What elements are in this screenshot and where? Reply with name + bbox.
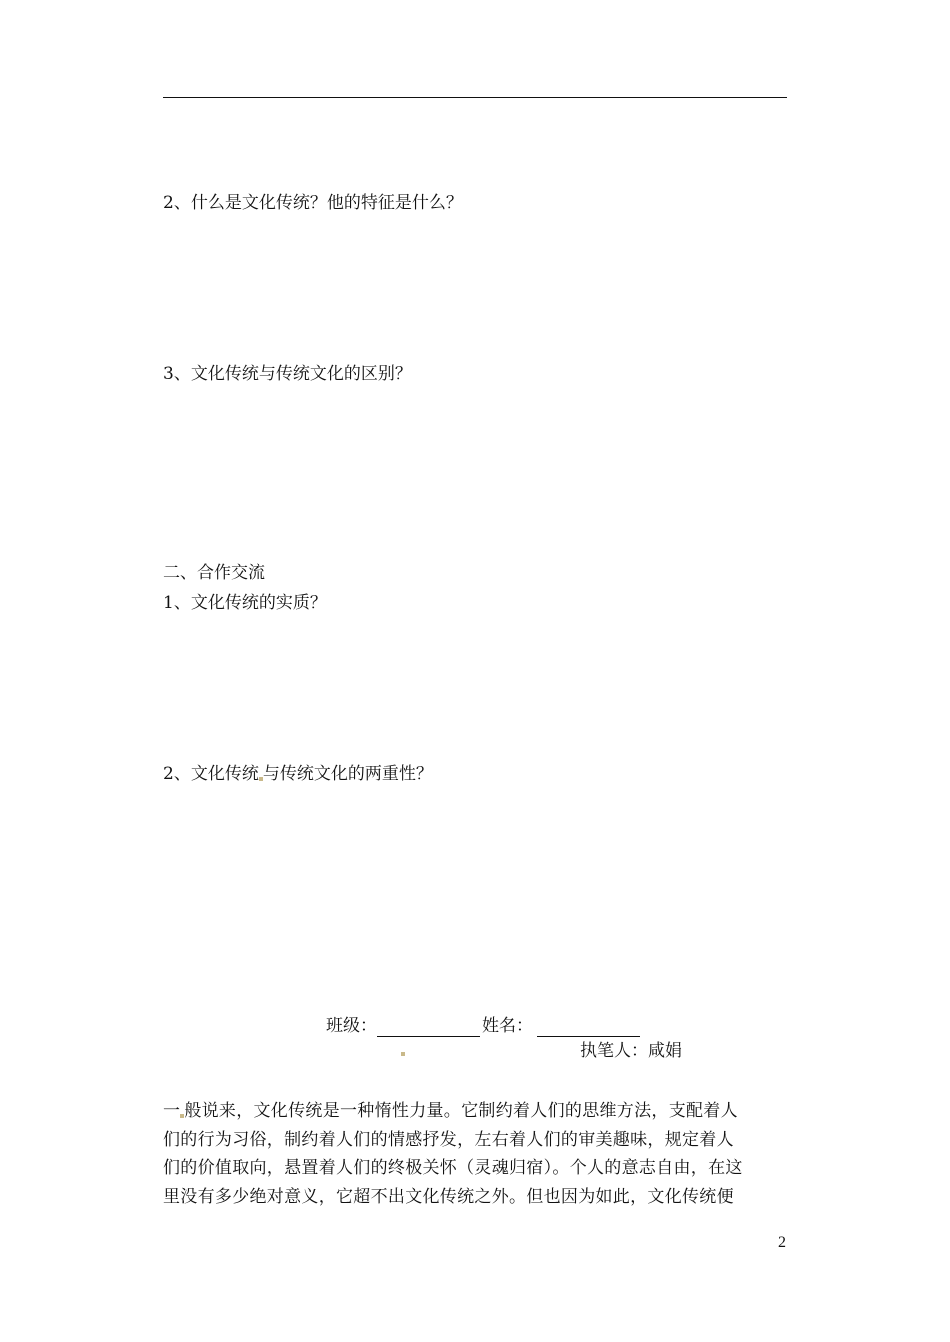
passage-line: 里没有多少绝对意义，它超不出文化传统之外。但也因为如此，文化传统便 — [163, 1186, 734, 1207]
passage-line: 们的行为习俗，制约着人们的情感抒发，左右着人们的审美趣味，规定着人 — [163, 1129, 734, 1150]
passage-line: 们的价值取向，悬置着人们的终极关怀（灵魂归宿）。个人的意志自由，在这 — [163, 1158, 743, 1178]
class-name-form-row — [326, 1015, 640, 1037]
passage-line-1-text: 般说来，文化传统是一种惰性力量。它制约着人们的思维方法，支配着人 — [184, 1101, 738, 1121]
header-rule — [163, 97, 787, 98]
section-2-question-2-part2: 与传统文化的两重性？ — [262, 764, 433, 784]
section-2-question-1: 1、文化传统的实质？ — [163, 593, 327, 613]
page-number: 2 — [778, 1234, 786, 1251]
author-label: 执笔人：咸娟 — [580, 1041, 682, 1061]
class-blank-field[interactable] — [377, 1020, 480, 1037]
question-2-what-is-cultural-tradition: 2、什么是文化传统？他的特征是什么？ — [163, 193, 463, 213]
text-marker — [401, 1052, 405, 1056]
section-2-question-2 — [163, 763, 433, 785]
class-label: 班级： — [326, 1016, 377, 1036]
name-label: 姓名： — [482, 1016, 533, 1036]
name-blank-field[interactable] — [537, 1020, 640, 1037]
passage-paragraph — [163, 1097, 793, 1211]
question-3-difference: 3、文化传统与传统文化的区别？ — [163, 364, 412, 384]
section-2-question-2-part1: 2、文化传统 — [163, 764, 259, 784]
section-2-heading: 二、合作交流 — [163, 563, 265, 583]
passage-first-char: 一 — [163, 1101, 181, 1121]
passage-line — [163, 1097, 793, 1126]
